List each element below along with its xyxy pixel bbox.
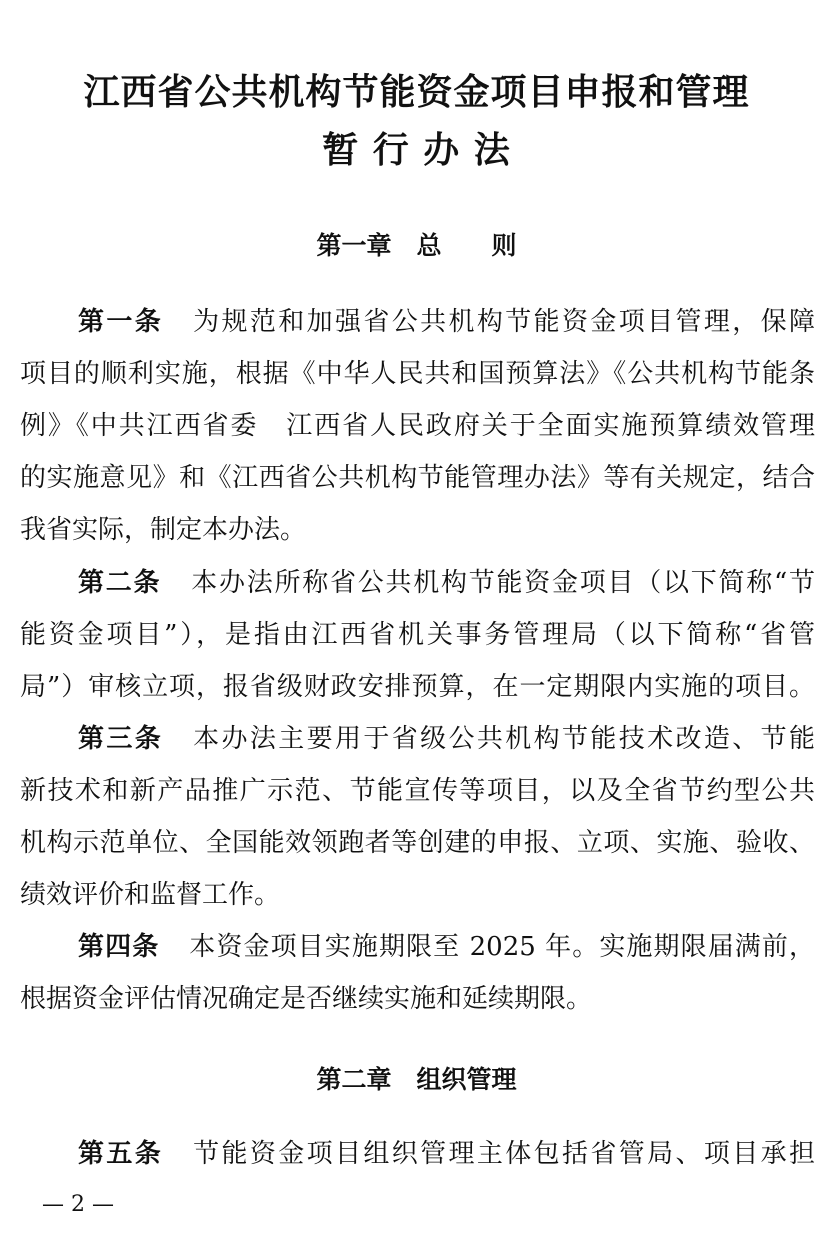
article-text: 为规范和加强省公共机构节能资金项目管理，保障	[193, 307, 815, 337]
article-line	[78, 719, 815, 759]
article-label: 第一条	[78, 307, 164, 337]
article-text: 节能资金项目组织管理主体包括省管局、项目承担	[193, 1139, 815, 1169]
article-label: 第四条	[78, 932, 160, 962]
article-label: 第五条	[78, 1139, 164, 1169]
page-number: — 2 —	[42, 1192, 114, 1217]
article-line: 新技术和新产品推广示范、节能宣传等项目，以及全省节约型公共	[20, 776, 815, 806]
article-line: 机构示范单位、全国能效领跑者等创建的申报、立项、实施、验收、	[20, 828, 815, 858]
article-line: 能资金项目”），是指由江西省机关事务管理局（以下简称“省管	[20, 620, 815, 650]
article-line: 例》《中共江西省委 江西省人民政府关于全面实施预算绩效管理	[20, 411, 815, 441]
article-line	[78, 563, 815, 603]
chapter-heading: 第二章 组织管理	[316, 1065, 517, 1094]
article-line	[78, 1134, 815, 1174]
article-text: 本办法主要用于省级公共机构节能技术改造、节能	[193, 724, 815, 754]
article-line: 的实施意见》和《江西省公共机构节能管理办法》等有关规定，结合	[20, 463, 815, 493]
article-line	[78, 302, 815, 342]
article-line: 我省实际，制定本办法。	[20, 515, 307, 545]
article-line: 根据资金评估情况确定是否继续实施和延续期限。	[20, 984, 593, 1014]
article-line: 局”）审核立项，报省级财政安排预算，在一定期限内实施的项目。	[20, 672, 815, 702]
article-line: 项目的顺利实施，根据《中华人民共和国预算法》《公共机构节能条	[20, 359, 815, 389]
article-label: 第二条	[78, 568, 162, 598]
document-title-line1: 江西省公共机构节能资金项目申报和管理	[83, 71, 750, 113]
article-text: 本办法所称省公共机构节能资金项目（以下简称“节	[191, 568, 815, 598]
document-title-line2: 暂 行 办 法	[322, 129, 511, 171]
article-text: 本资金项目实施期限至 2025 年。实施期限届满前，	[189, 932, 815, 962]
article-label: 第三条	[78, 724, 164, 754]
article-line: 绩效评价和监督工作。	[20, 880, 281, 910]
article-line	[78, 927, 815, 967]
chapter-heading: 第一章 总 则	[316, 231, 517, 260]
